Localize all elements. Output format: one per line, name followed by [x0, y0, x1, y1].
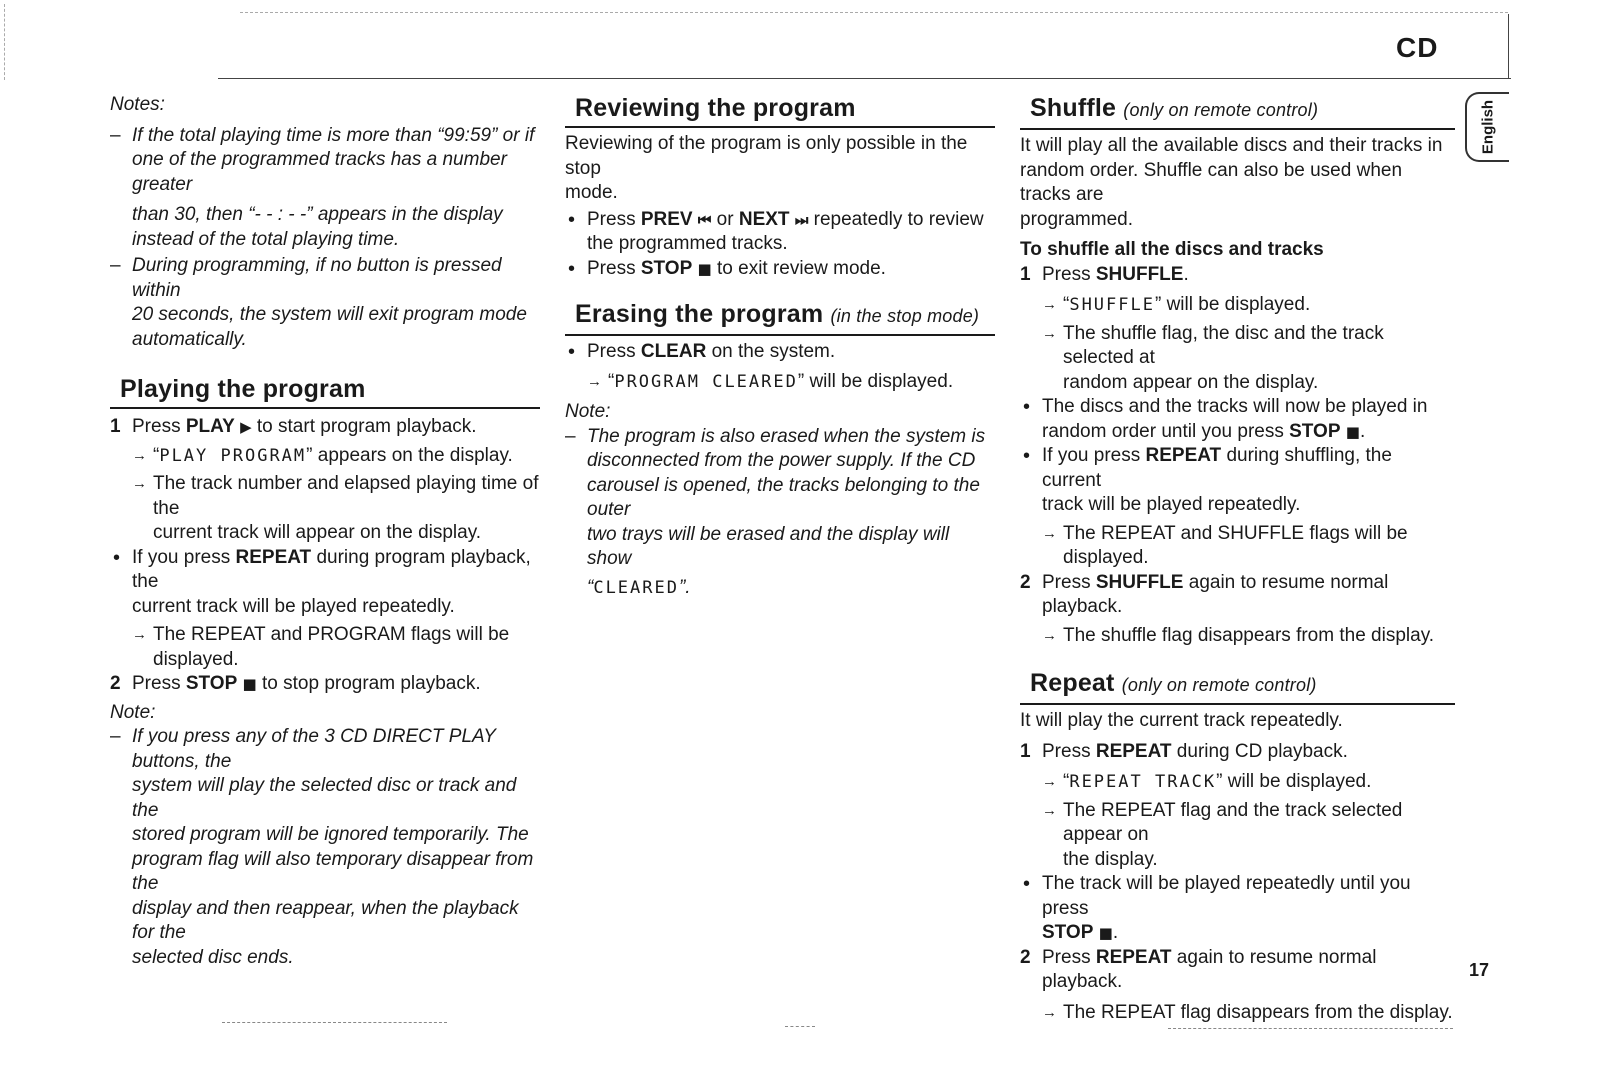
text: ” will be displayed.	[1216, 771, 1372, 792]
text: “	[587, 576, 594, 598]
result-line	[1020, 799, 1455, 873]
lcd-text: PROGRAM CLEARED	[614, 371, 798, 392]
text: current track will appear on the display.	[153, 522, 482, 543]
key-label: CLEAR	[640, 341, 707, 362]
heading-subtitle: (only on remote control)	[1121, 675, 1317, 695]
key-label: REPEAT	[1145, 445, 1222, 466]
note-item	[110, 254, 540, 352]
text: .	[1359, 420, 1366, 442]
text: repeatedly to review	[808, 208, 984, 230]
text: to stop program playback.	[256, 673, 481, 694]
heading-subtitle: (only on remote control)	[1123, 100, 1319, 120]
key-label: STOP	[1289, 420, 1341, 442]
result-line	[565, 370, 995, 395]
step-number: 1	[1020, 740, 1031, 762]
next-icon: ⏭	[794, 210, 809, 229]
footer-rule	[222, 1022, 447, 1023]
text: Press	[587, 257, 641, 279]
heading-text: Playing the program	[120, 375, 366, 403]
prev-icon: ⏮	[697, 210, 712, 229]
step-1	[110, 415, 540, 440]
note-label: Note:	[565, 401, 611, 422]
key-label: PREV	[640, 208, 693, 230]
note-line: display and then reappear, when the playback for the	[132, 897, 519, 943]
key-label: STOP	[1042, 922, 1094, 943]
text: on the system.	[706, 341, 836, 362]
note-line: program flag will also temporary disappear from the	[132, 848, 534, 894]
text: Press	[587, 341, 641, 362]
result-line	[1020, 624, 1455, 649]
result-line	[1020, 1001, 1455, 1026]
text: If you press	[132, 546, 236, 568]
result-line	[110, 623, 540, 672]
heading-repeat	[1020, 668, 1455, 705]
language-tab-label: English	[1479, 99, 1497, 155]
note-line: – If you press any of the 3 CD DIRECT PLAY buttons, the	[132, 726, 496, 772]
step-1	[1020, 740, 1455, 765]
step-number: 1	[1020, 263, 1031, 285]
key-label: SHUFFLE	[1095, 263, 1184, 285]
text: Press	[1042, 740, 1096, 762]
sub-heading: To shuffle all the discs and tracks	[1020, 239, 1324, 260]
text: The shuffle flag disappears from the display.	[1063, 624, 1435, 646]
text: random order. Shuffle can also be used when tracks are	[1020, 159, 1403, 205]
key-label: SHUFFLE	[1095, 571, 1184, 593]
key-label: STOP	[640, 257, 693, 279]
text: • The discs and the tracks will now be played in	[1042, 396, 1428, 417]
note-line: automatically.	[132, 328, 247, 350]
play-icon: ▶	[240, 418, 252, 436]
text: “	[1063, 294, 1070, 315]
header-rule	[218, 78, 1511, 79]
bullet-item	[1020, 872, 1455, 946]
note-line: – During programming, if no button is pressed within	[132, 255, 502, 301]
key-label: REPEAT	[235, 546, 312, 568]
text: The REPEAT and SHUFFLE flags will be displayed.	[1063, 522, 1408, 568]
text: It will play the current track repeatedly.	[1020, 710, 1343, 731]
result-line	[1020, 322, 1455, 396]
result-line	[1020, 522, 1455, 571]
text: “	[1063, 771, 1070, 792]
text: Press	[587, 208, 641, 230]
step-1	[1020, 263, 1455, 288]
stop-icon: ■	[1345, 422, 1360, 441]
text: track will be played repeatedly.	[1042, 494, 1301, 515]
page-number: 17	[1469, 960, 1490, 980]
text: current track will be played repeatedly.	[132, 595, 455, 617]
text: .	[1183, 263, 1189, 285]
text: random appear on the display.	[1063, 371, 1319, 393]
text: The REPEAT flag disappears from the display.	[1063, 1001, 1453, 1023]
note-line: carousel is opened, the tracks belonging to the outer	[587, 474, 980, 520]
result-line	[1020, 293, 1455, 318]
stop-icon: ■	[242, 675, 257, 693]
note-line: than 30, then “- - : - -” appears in the display	[132, 204, 503, 225]
note-item	[110, 124, 540, 253]
note-line: disconnected from the power supply. If the CD	[587, 450, 976, 471]
note-line	[587, 576, 995, 601]
heading-reviewing-program	[565, 93, 995, 128]
step-number: 1	[110, 416, 121, 437]
text: again to resume normal playback.	[1042, 571, 1389, 617]
text: random order until you press	[1042, 420, 1290, 442]
text: mode.	[565, 182, 618, 203]
stop-icon: ■	[1098, 924, 1113, 942]
column-left	[110, 93, 540, 972]
text: Reviewing of the program is only possible in the stop	[565, 133, 968, 179]
column-right	[1020, 93, 1455, 1025]
bullet-item	[110, 546, 540, 620]
key-label: REPEAT	[1095, 740, 1172, 762]
text: ”.	[678, 576, 691, 598]
text: to start program playback.	[251, 416, 477, 437]
text: → The REPEAT flag and the track selected appear on	[1063, 799, 1403, 845]
text: It will play all the available discs and their tracks in	[1020, 135, 1443, 156]
notes-label: Notes:	[110, 94, 165, 115]
text: ” appears on the display.	[306, 444, 513, 466]
step-number: 2	[1020, 946, 1031, 968]
step-2	[1020, 946, 1455, 995]
footer-rule	[785, 1026, 815, 1027]
step-number: 2	[1020, 571, 1031, 593]
result-line	[110, 472, 540, 546]
column-middle	[565, 93, 995, 602]
heading-subtitle: (in the stop mode)	[830, 306, 980, 326]
note-line: system will play the selected disc or track and the	[132, 775, 517, 821]
note-item	[565, 425, 995, 601]
text: If you press	[1042, 445, 1146, 466]
note-line: instead of the total playing time.	[132, 228, 400, 250]
heading-shuffle	[1020, 93, 1455, 130]
text: during CD playback.	[1171, 740, 1348, 762]
note-line: – If the total playing time is more than “99:59” or if	[132, 124, 535, 146]
bullet-item	[565, 208, 995, 257]
text: Press	[1042, 946, 1096, 968]
bullet-item	[565, 340, 995, 365]
step-2	[1020, 571, 1455, 620]
text: Press	[132, 673, 186, 694]
bullet-item	[1020, 444, 1455, 518]
note-line: 20 seconds, the system will exit program mode	[132, 304, 527, 325]
step-number: 2	[110, 673, 121, 694]
text: ” will be displayed.	[1154, 294, 1311, 315]
key-label: NEXT	[738, 208, 790, 230]
text: ” will be displayed.	[797, 370, 954, 392]
heading-text: Shuffle	[1030, 94, 1117, 122]
lcd-text: PLAY PROGRAM	[159, 445, 307, 466]
text: • The track will be played repeatedly until you press	[1042, 873, 1411, 919]
key-label: REPEAT	[1095, 946, 1172, 968]
heading-text: Reviewing the program	[575, 94, 856, 122]
margin-mark	[4, 4, 5, 80]
text: Press	[1042, 571, 1096, 593]
footer-rule	[1168, 1028, 1453, 1029]
lcd-text: SHUFFLE	[1069, 295, 1155, 315]
text: to exit review mode.	[711, 257, 886, 279]
text: → The track number and elapsed playing time of the	[153, 473, 539, 519]
note-item	[110, 725, 540, 970]
text: programmed.	[1020, 208, 1133, 230]
result-line	[1020, 770, 1455, 795]
text: or	[711, 208, 739, 230]
text: during program playback, the	[132, 546, 531, 592]
note-line: one of the programmed tracks has a number greater	[132, 149, 507, 195]
key-label: PLAY	[185, 416, 235, 437]
result-line	[110, 444, 540, 469]
language-tab	[1465, 92, 1509, 162]
note-line: two trays will be erased and the display will show	[587, 523, 950, 569]
heading-text: Erasing the program	[575, 300, 824, 328]
lcd-text: CLEARED	[593, 577, 679, 598]
stop-icon: ■	[697, 259, 712, 278]
heading-text: Repeat	[1030, 669, 1115, 697]
text: the programmed tracks.	[587, 233, 788, 254]
text: → The shuffle flag, the disc and the track selected at	[1063, 322, 1384, 368]
text: Press	[132, 416, 186, 437]
note-line: – The program is also erased when the system is	[587, 425, 986, 447]
text: during shuffling, the current	[1042, 445, 1392, 491]
note-line: selected disc ends.	[132, 946, 294, 968]
key-label: STOP	[185, 673, 238, 694]
text: again to resume normal playback.	[1042, 946, 1377, 992]
lcd-text: REPEAT TRACK	[1069, 772, 1217, 792]
note-line: stored program will be ignored temporarily. The	[132, 824, 529, 845]
text: Press	[1042, 263, 1096, 285]
bullet-item	[1020, 395, 1455, 444]
text: the display.	[1063, 848, 1158, 870]
text: The REPEAT and PROGRAM flags will be displayed.	[153, 624, 510, 670]
header-side-rule	[1508, 14, 1509, 79]
note-label: Note:	[110, 701, 156, 723]
step-2	[110, 672, 540, 697]
text: “	[153, 444, 160, 466]
section-title: CD	[1396, 32, 1439, 63]
heading-erasing-program	[565, 299, 995, 336]
text: “	[608, 370, 615, 392]
heading-playing-program	[110, 374, 540, 409]
header-top-rule	[240, 12, 1508, 13]
text: .	[1112, 922, 1119, 943]
bullet-item	[565, 257, 995, 282]
